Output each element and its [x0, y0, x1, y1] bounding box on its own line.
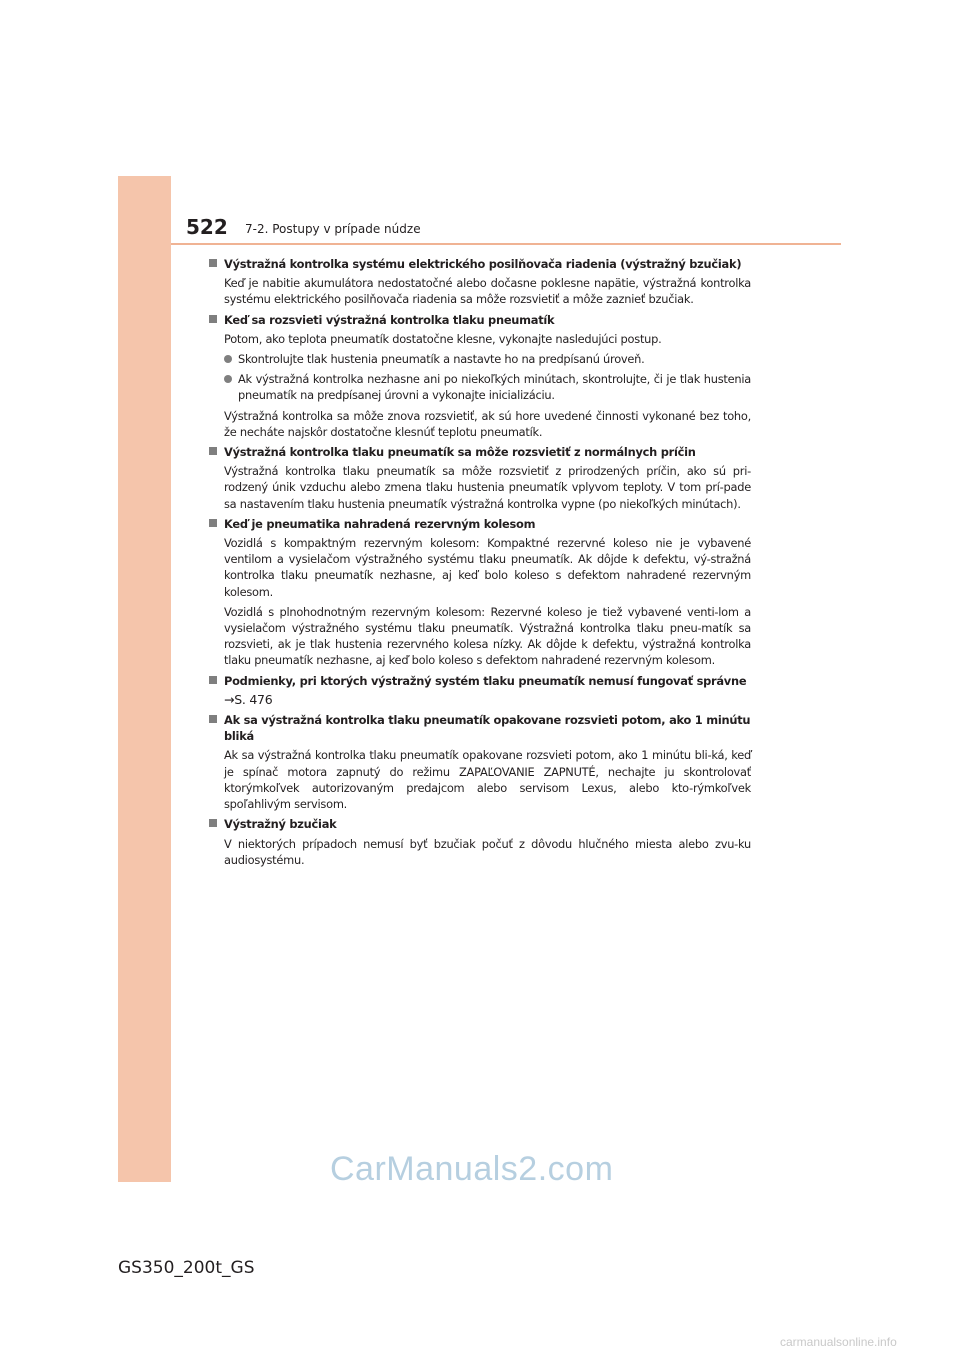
- section-warning-buzzer: [209, 816, 751, 868]
- section-normal-causes: [209, 444, 751, 512]
- circle-bullet-icon: [224, 355, 232, 363]
- model-code: GS350_200t_GS: [118, 1258, 255, 1278]
- chapter-title: 7-2. Postupy v prípade núdze: [245, 222, 421, 236]
- header-rule: [171, 243, 841, 245]
- footer-site-watermark: carmanualsonline.info: [780, 1335, 897, 1349]
- section-heading: Keď je pneumatika nahradená rezervným kolesom: [209, 516, 751, 532]
- circle-bullet-icon: [224, 375, 232, 383]
- list-item: Ak výstražná kontrolka nezhasne ani po niekoľkých minútach, skontrolujte, či je tlak hustenia pneumatík na predpísanej úrovni a vykonajte inicializáciu.: [209, 371, 751, 403]
- section-blinking-light: [209, 712, 751, 812]
- section-spare-wheel: [209, 516, 751, 669]
- section-heading: Výstražná kontrolka tlaku pneumatík sa môže rozsvietiť z normálnych príčin: [209, 444, 751, 460]
- paragraph: Ak sa výstražná kontrolka tlaku pneumatík opakovane rozsvieti potom, ako 1 minútu bli-ká, keď je spínač motora zapnutý do režimu ZAPAĽOVANIE ZAPNUTÉ, nechajte ju skontrolovať ktorýmkoľvek autorizovaným predajcom alebo servisom Lexus, alebo kto-rýmkoľvek spoľahlivým servisom.: [224, 748, 751, 812]
- page-content: [209, 256, 751, 872]
- paragraph: Výstražná kontrolka sa môže znova rozsvietiť, ak sú hore uvedené činnosti vykonané bez toho, že necháte najskôr dostatočne klesnúť teplotu pneumatík.: [224, 408, 751, 439]
- paragraph: Vozidlá s plnohodnotným rezervným kolesom: Rezervné koleso je tiež vybavené venti-lom a vysielačom výstražného systému tlaku pneumatík. Výstražná kontrolka tlaku pneu-matík sa rozsvieti, ak je tlak hustenia rezervného kolesa nízky. Ak dôjde k defektu, výstražná kontrolka tlaku pneumatík nezhasne, aj keď bolo koleso s defektom nahradené rezervným kolesom.: [224, 604, 751, 668]
- section-eps-warning: [209, 256, 751, 308]
- side-color-strip: [118, 176, 171, 1182]
- square-bullet-icon: [209, 715, 217, 723]
- paragraph: Keď je nabitie akumulátora nedostatočné alebo dočasne poklesne napätie, výstražná kontrolka systému elektrického posilňovača riadenia sa môže rozsvietiť a môže zaznieť bzučiak.: [224, 276, 751, 307]
- section-conditions: [209, 673, 751, 708]
- paragraph: V niektorých prípadoch nemusí byť bzučiak počuť z dôvodu hlučného miesta alebo zvu-ku audiosystému.: [224, 836, 751, 867]
- page-number: 522: [186, 215, 228, 239]
- section-heading: Keď sa rozsvieti výstražná kontrolka tlaku pneumatík: [209, 312, 751, 328]
- square-bullet-icon: [209, 315, 217, 323]
- section-heading: Ak sa výstražná kontrolka tlaku pneumatík opakovane rozsvieti potom, ako 1 minútu bliká: [209, 712, 751, 744]
- square-bullet-icon: [209, 819, 217, 827]
- watermark-logo: CarManuals2.com: [330, 1150, 614, 1188]
- square-bullet-icon: [209, 519, 217, 527]
- section-heading: Výstražná kontrolka systému elektrického posilňovača riadenia (výstražný bzučiak): [209, 256, 751, 272]
- list-item: Skontrolujte tlak hustenia pneumatík a nastavte ho na predpísanú úroveň.: [209, 351, 751, 367]
- section-heading: Výstražný bzučiak: [209, 816, 751, 832]
- square-bullet-icon: [209, 676, 217, 684]
- section-heading: Podmienky, pri ktorých výstražný systém tlaku pneumatík nemusí fungovať správne: [209, 673, 751, 689]
- section-tire-pressure-light-on: [209, 312, 751, 440]
- paragraph: Vozidlá s kompaktným rezervným kolesom: Kompaktné rezervné koleso nie je vybavené ventilom a vysielačom výstražného systému tlaku pneumatík. Ak dôjde k defektu, vý-stražná kontrolka tlaku pneumatík nezhasne, aj keď bolo koleso s defektom nahradené rezervným kolesom.: [224, 536, 751, 599]
- square-bullet-icon: [209, 447, 217, 455]
- paragraph: Výstražná kontrolka tlaku pneumatík sa môže rozsvietiť z prirodzených príčin, ako sú pri-rodzený únik vzduchu alebo zmena tlaku hustenia pneumatík vplyvom teploty. V tom prí-pade sa nastavením tlaku hustenia pneumatík výstražná kontrolka vypne (po niekoľkých minútach).: [224, 464, 751, 511]
- paragraph: Potom, ako teplota pneumatík dostatočne klesne, vykonajte nasledujúci postup.: [224, 331, 662, 346]
- page-reference-link[interactable]: →S. 476: [224, 691, 273, 707]
- square-bullet-icon: [209, 259, 217, 267]
